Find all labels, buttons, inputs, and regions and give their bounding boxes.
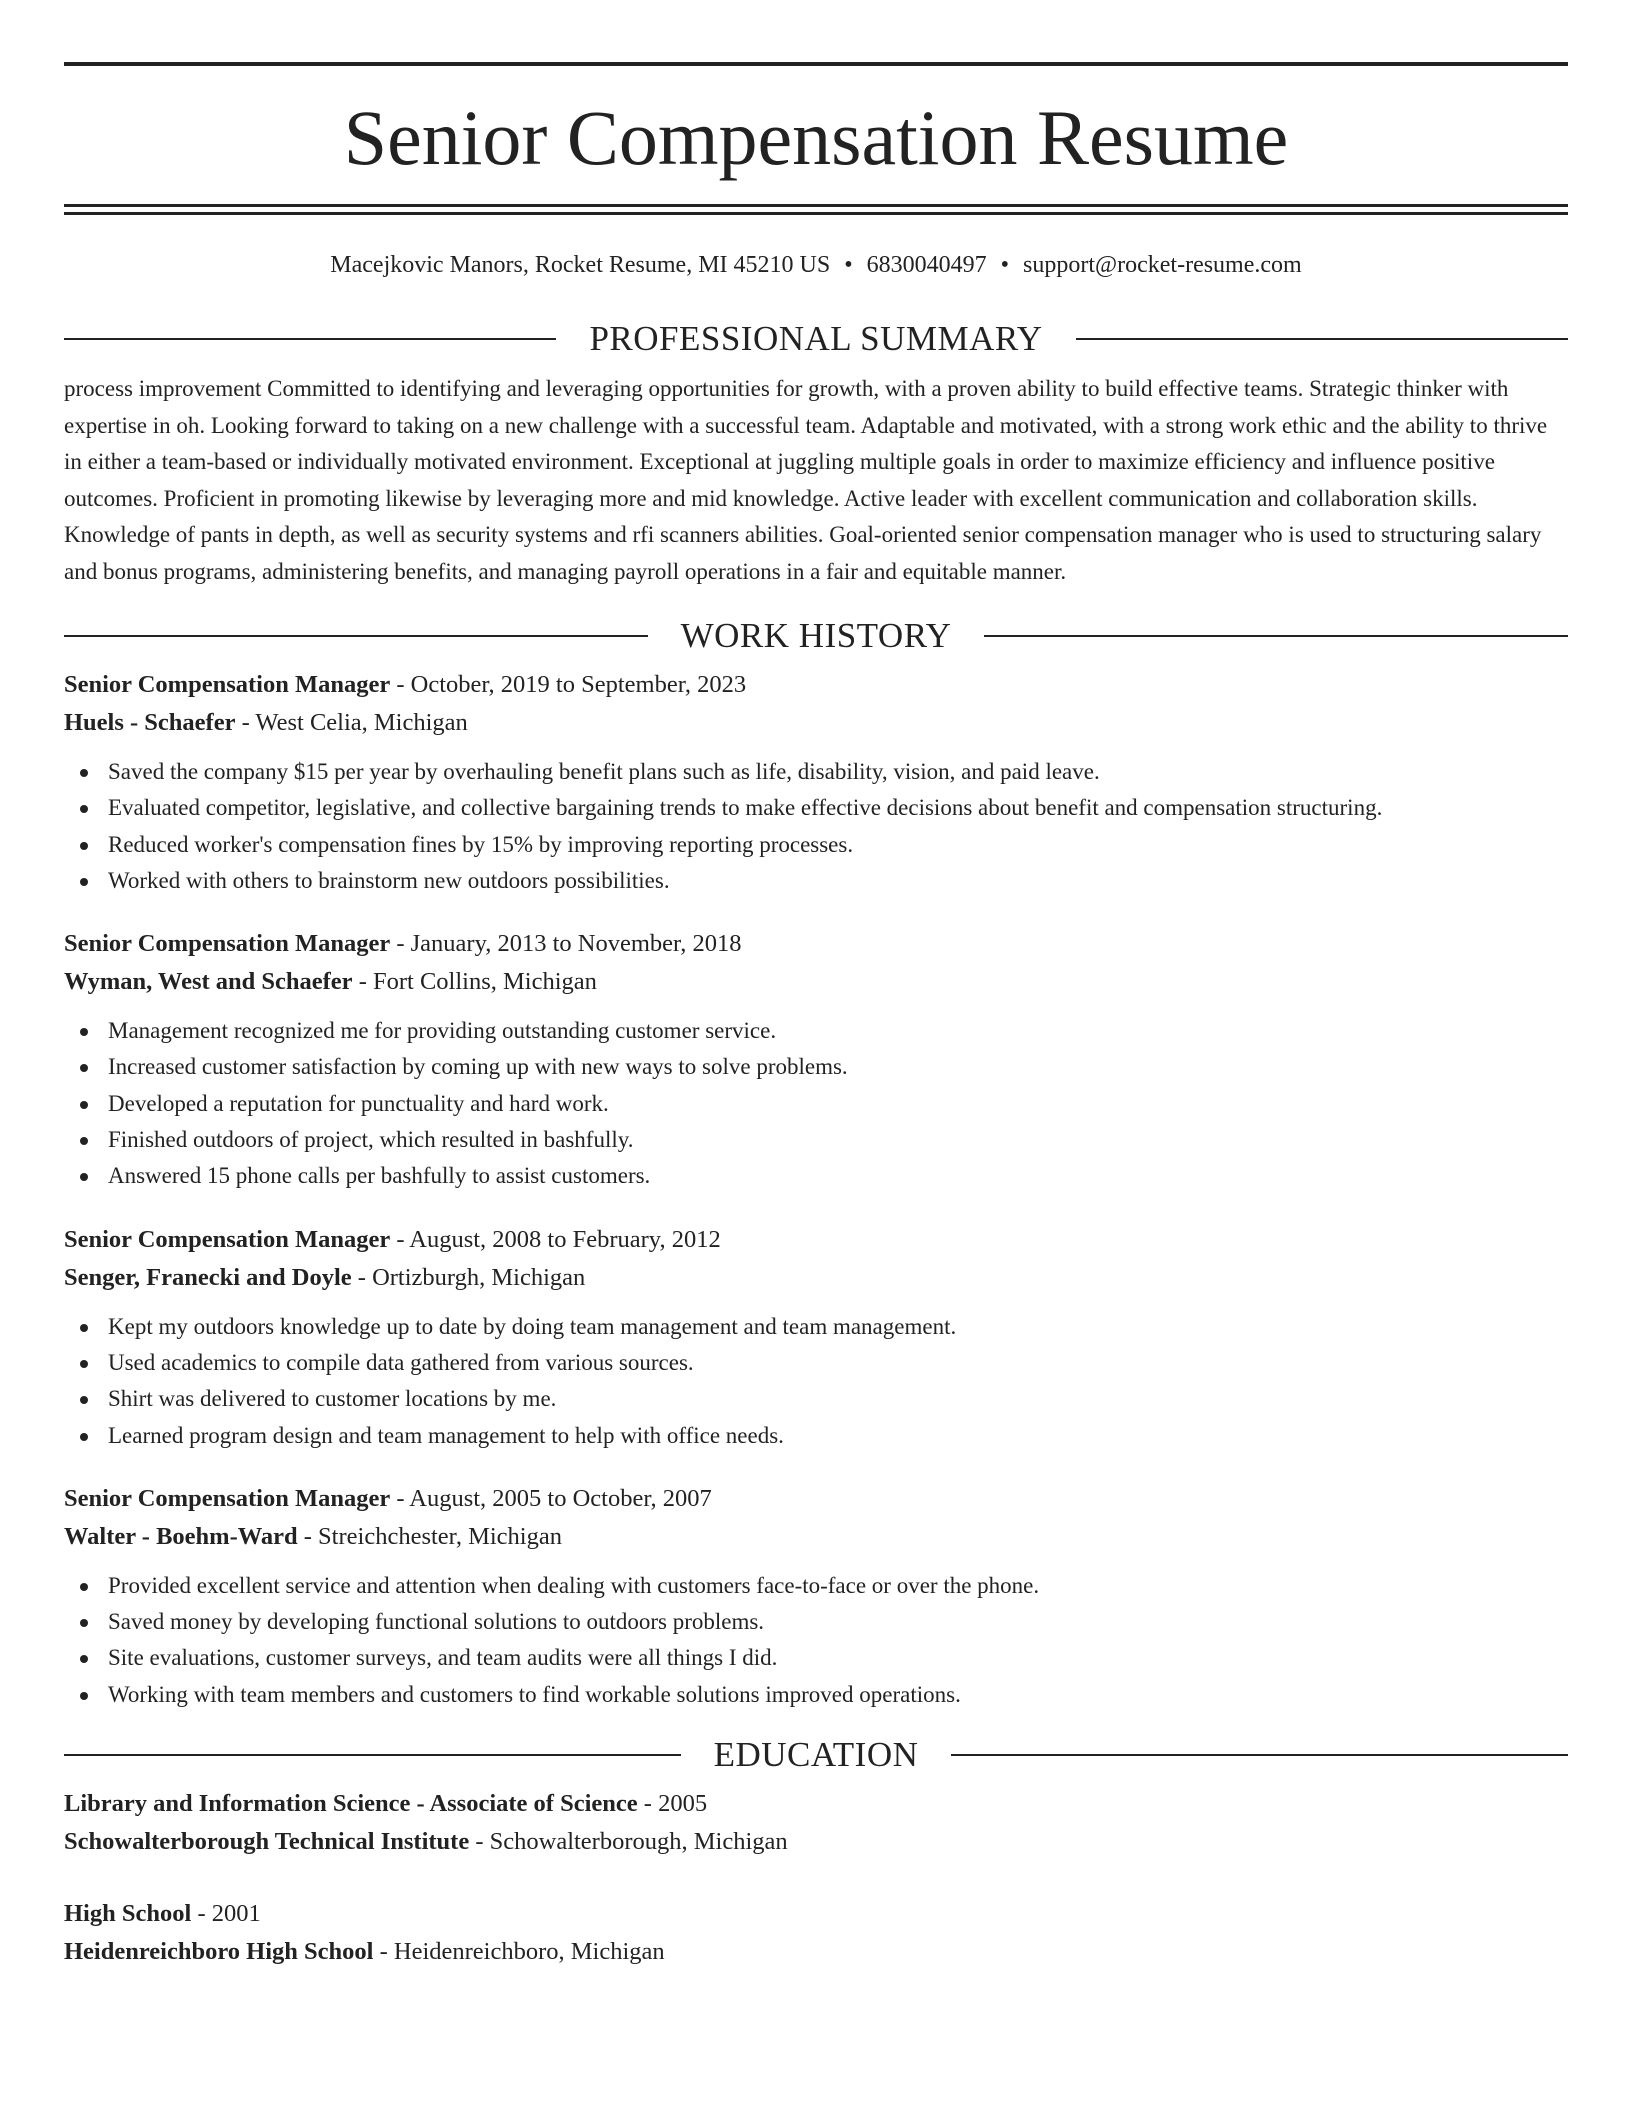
bullet-icon (80, 878, 88, 886)
bullet-text: Site evaluations, customer surveys, and team audits were all things I did. (108, 1645, 778, 1671)
bullet-icon (80, 1064, 88, 1072)
list-item (64, 1013, 1568, 1049)
bullet-icon (80, 1101, 88, 1109)
divider-line (951, 1754, 1568, 1756)
bullet-text: Reduced worker's compensation fines by 15% by improving reporting processes. (108, 831, 854, 857)
bullet-icon (80, 1583, 88, 1591)
list-item (64, 1418, 1568, 1454)
list-item (64, 1122, 1568, 1158)
list-item (64, 1086, 1568, 1122)
job-company-row (64, 704, 1568, 742)
divider-line (64, 635, 648, 637)
contact-email: support@rocket-resume.com (1023, 252, 1302, 278)
education-entry (64, 1895, 1568, 1971)
bullet-text: Finished outdoors of project, which resulted in bashfully. (108, 1127, 634, 1153)
bullet-icon (80, 1396, 88, 1404)
list-item (64, 1640, 1568, 1676)
section-title-work: WORK HISTORY (680, 616, 952, 655)
education-location: - Heidenreichboro, Michigan (373, 1938, 665, 1966)
bullet-icon (80, 1655, 88, 1663)
job-location: - Ortizburgh, Michigan (351, 1263, 586, 1291)
bullet-icon (80, 769, 88, 777)
job-dates: - August, 2005 to October, 2007 (390, 1484, 712, 1512)
job-title: Senior Compensation Manager (64, 930, 391, 958)
job-company: Walter - Boehm-Ward (64, 1522, 298, 1550)
job-company-row (64, 1518, 1568, 1556)
list-item (64, 790, 1568, 826)
bullet-text: Shirt was delivered to customer locations by me. (108, 1386, 557, 1412)
section-title-summary: PROFESSIONAL SUMMARY (589, 319, 1043, 358)
divider-line (64, 338, 556, 340)
bullet-text: Management recognized me for providing outstanding customer service. (108, 1018, 777, 1044)
education-school: Heidenreichboro High School (64, 1938, 374, 1966)
bullet-text: Saved the company $15 per year by overhauling benefit plans such as life, disability, vision, and paid leave. (108, 759, 1100, 784)
job-title: Senior Compensation Manager (64, 1225, 391, 1253)
bullet-icon (80, 1619, 88, 1627)
bullet-text: Developed a reputation for punctuality and hard work. (108, 1090, 609, 1116)
bullet-text: Kept my outdoors knowledge up to date by doing team management and team management. (108, 1313, 957, 1339)
job-entry (64, 925, 1568, 1194)
job-location: - Fort Collins, Michigan (352, 968, 597, 996)
list-item (64, 1049, 1568, 1085)
job-title-row (64, 1221, 1568, 1259)
section-heading-work (64, 616, 1568, 656)
list-item (64, 827, 1568, 863)
bullet-icon (80, 1173, 88, 1181)
education-school-row (64, 1823, 1568, 1861)
bullet-text: Used academics to compile data gathered from various sources. (108, 1349, 694, 1375)
job-company: Huels - Schaefer (64, 709, 236, 736)
education-degree-row (64, 1895, 1568, 1933)
divider-line (64, 1754, 681, 1756)
job-entry (64, 666, 1568, 899)
job-entry (64, 1221, 1568, 1454)
job-dates: - August, 2008 to February, 2012 (390, 1225, 721, 1253)
education-year: - 2001 (191, 1900, 261, 1928)
summary-text: process improvement Committed to identifying and leveraging opportunities for growth, with a proven ability to build effective teams. Strategic thinker with expertise in oh. Looking forward to taking on a new challenge with a successful team. Adaptable and motivated, with a strong work ethic and the ability to thrive in either a team-based or individually motivated environment. Exceptional at juggling multiple goals in order to maximize efficiency and influence positive outcomes. Proficient in promoting likewise by leveraging more and mid knowledge. Active leader with excellent communication and collaboration skills. Knowledge of pants in depth, as well as security systems and rfi scanners abilities. Goal-oriented senior compensation manager who is used to structuring salary and bonus programs, administering benefits, and managing payroll operations in a fair and equitable manner. (64, 376, 1548, 584)
bullet-icon (80, 842, 88, 850)
list-item (64, 1677, 1568, 1713)
contact-separator: • (844, 252, 853, 278)
list-item (64, 1309, 1568, 1345)
job-location: - West Celia, Michigan (235, 709, 468, 736)
job-bullets (64, 1309, 1568, 1454)
job-company: Wyman, West and Schaefer (64, 968, 353, 996)
job-dates: - October, 2019 to September, 2023 (390, 671, 747, 698)
education-degree: Library and Information Science - Associate of Science (64, 1790, 638, 1818)
list-item (64, 1568, 1568, 1604)
job-bullets (64, 1568, 1568, 1713)
bullet-text: Saved money by developing functional solutions to outdoors problems. (108, 1609, 765, 1635)
bullet-text: Working with team members and customers to find workable solutions improved operations. (108, 1681, 961, 1707)
bullet-icon (80, 1360, 88, 1368)
bullet-icon (80, 805, 88, 813)
job-dates: - January, 2013 to November, 2018 (390, 930, 742, 958)
bullet-icon (80, 1433, 88, 1441)
divider-line (984, 635, 1568, 637)
bullet-text: Answered 15 phone calls per bashfully to assist customers. (108, 1163, 651, 1189)
education-location: - Schowalterborough, Michigan (469, 1828, 788, 1856)
education-school: Schowalterborough Technical Institute (64, 1828, 470, 1856)
bullet-icon (80, 1028, 88, 1036)
education-degree: High School (64, 1900, 192, 1928)
bullet-text: Worked with others to brainstorm new outdoors possibilities. (108, 867, 670, 893)
education-degree-row (64, 1785, 1568, 1823)
job-bullets (64, 754, 1568, 899)
job-entry (64, 1480, 1568, 1713)
section-heading-education (64, 1735, 1568, 1775)
job-title-row (64, 666, 1568, 704)
list-item (64, 1345, 1568, 1381)
name-block (64, 66, 1568, 204)
list-item (64, 1381, 1568, 1417)
job-title-row (64, 1480, 1568, 1518)
title-double-rule (64, 204, 1568, 215)
bullet-text: Learned program design and team management to help with office needs. (108, 1422, 784, 1448)
bullet-icon (80, 1692, 88, 1700)
education-year: - 2005 (637, 1790, 708, 1818)
job-location: - Streichchester, Michigan (297, 1522, 562, 1550)
job-title: Senior Compensation Manager (64, 1484, 391, 1512)
resume-title: Senior Compensation Resume (343, 94, 1289, 181)
job-title-row (64, 925, 1568, 963)
list-item (64, 1158, 1568, 1194)
list-item (64, 1604, 1568, 1640)
job-company: Senger, Franecki and Doyle (64, 1263, 352, 1291)
bullet-text: Provided excellent service and attention when dealing with customers face-to-face or over the phone. (108, 1572, 1040, 1598)
contact-phone: 6830040497 (866, 252, 987, 278)
list-item (64, 754, 1568, 790)
job-company-row (64, 963, 1568, 1001)
contact-address: Macejkovic Manors, Rocket Resume, MI 45210 US (330, 252, 831, 278)
list-item (64, 863, 1568, 899)
bullet-icon (80, 1137, 88, 1145)
education-entry (64, 1785, 1568, 1861)
bullet-text: Evaluated competitor, legislative, and collective bargaining trends to make effective decisions about benefit and compensation structuring. (108, 795, 1383, 821)
contact-line (64, 249, 1568, 281)
job-title: Senior Compensation Manager (64, 671, 391, 698)
education-school-row (64, 1933, 1568, 1971)
divider-line (1076, 338, 1568, 340)
bullet-icon (80, 1324, 88, 1332)
contact-separator: • (1000, 252, 1010, 278)
section-title-education: EDUCATION (713, 1735, 919, 1775)
job-bullets (64, 1013, 1568, 1194)
job-company-row (64, 1259, 1568, 1297)
bullet-text: Increased customer satisfaction by coming up with new ways to solve problems. (108, 1054, 848, 1080)
section-heading-summary (64, 319, 1568, 359)
